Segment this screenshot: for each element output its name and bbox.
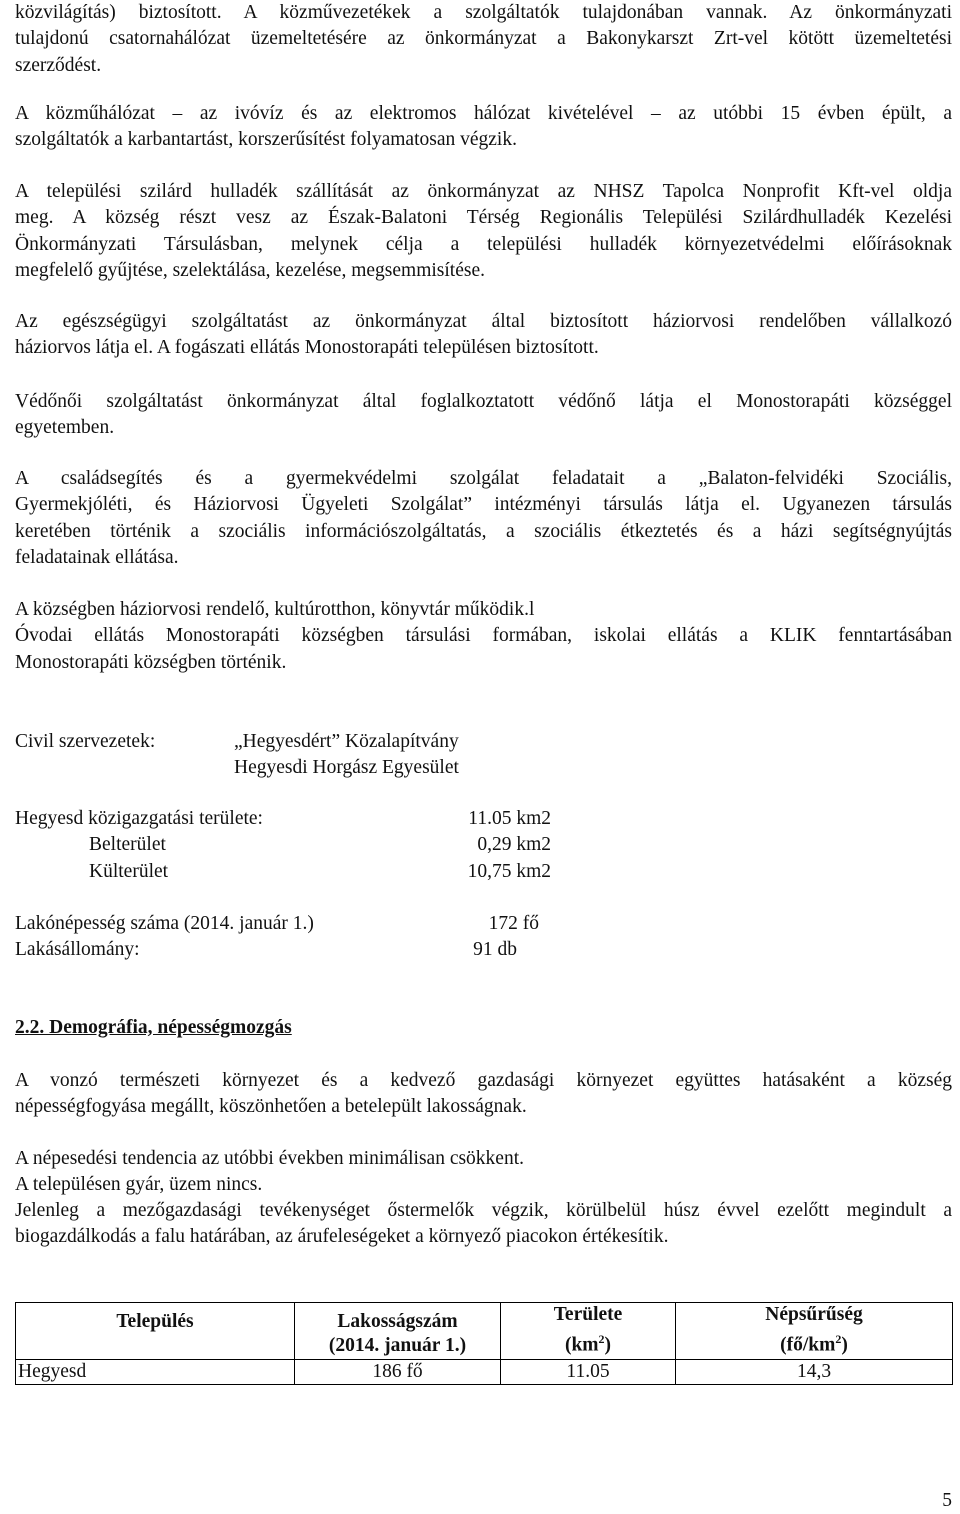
section-heading [15, 1015, 952, 1041]
table-header-cell [501, 1303, 676, 1360]
text-line: Védőnői szolgáltatást önkormányzat által foglalkoztatott védőnő látja el Monostorapáti községgel [15, 391, 952, 412]
text-line: szerződést. [15, 54, 102, 76]
text-line: A családsegítés és a gyermekvédelmi szolgálat feladatait a „Balaton-felvidéki Szociális, [15, 468, 952, 489]
paragraph-agriculture [15, 1198, 952, 1251]
text-line: szolgáltatók a karbantartást, korszerűsítést folyamatosan végzik. [15, 129, 517, 151]
table-cell: 14,3 [676, 1359, 953, 1384]
header-line: (fő/km [780, 1334, 836, 1356]
area-value-outer: 10,75 km2 [467, 860, 551, 882]
civil-item: „Hegyesdért” Közalapítvány [234, 731, 459, 752]
table-row [16, 1359, 953, 1384]
table-header-cell [295, 1303, 501, 1360]
paragraph-demography [15, 1068, 952, 1121]
text-line: Az egészségügyi szolgáltatást az önkormányzat által biztosított háziorvosi rendelőben vállalkozó [15, 311, 952, 332]
civil-organizations [15, 729, 952, 783]
population-value: 172 fő [488, 913, 539, 934]
section-title: 2.2. Demográfia, népességmozgás [15, 1017, 292, 1038]
paragraph-health [15, 309, 952, 362]
paragraph-institutions [15, 597, 952, 676]
paragraph-utilities [15, 0, 952, 79]
header-line: Település [116, 1310, 194, 1332]
header-line: (km [564, 1334, 599, 1356]
table-cell: 11.05 [501, 1359, 676, 1384]
text-line: Óvodai ellátás Monostorapáti községben társulási formában, iskolai ellátás a KLIK fenntartásában [15, 625, 952, 647]
text-line: Jelenleg a mezőgazdasági tevékenységet őstermelők végzik, körülbelül húsz évvel ezelőtt megindult a [15, 1200, 952, 1221]
header-tail: ) [841, 1334, 848, 1356]
header-sup: 2 [598, 1332, 605, 1346]
population-info [15, 911, 952, 965]
text-line: A községben háziorvosi rendelő, kultúrotthon, könyvtár működik.l [15, 599, 535, 620]
text-line: meg. A község részt vesz az Észak-Balatoni Térség Regionális Települési Szilárdhulladék Kezelési [15, 207, 952, 229]
text-line: háziorvos látja el. A fogászati ellátás Monostorapáti településen biztosított. [15, 337, 599, 359]
area-label-total: Hegyesd közigazgatási területe: [15, 808, 263, 829]
table-cell: Hegyesd [16, 1359, 295, 1384]
text-line: megfelelő gyűjtése, szelektálása, kezelése, megsemmisítése. [15, 260, 485, 282]
area-value-total: 11.05 km2 [468, 808, 551, 829]
civil-item: Hegyesdi Horgász Egyesület [234, 757, 459, 779]
text-line: feladatainak ellátása. [15, 547, 179, 569]
text-line: A vonzó természeti környezet és a kedvező gazdasági környezet együttes hatásaként a község [15, 1070, 952, 1091]
area-label-outer: Külterület [89, 860, 169, 882]
text-line: egyetemben. [15, 417, 115, 439]
table-header-cell [676, 1303, 953, 1360]
text-line: Monostorapáti községben történik. [15, 651, 287, 673]
paragraph-waste [15, 179, 952, 285]
text-line: közvilágítás) biztosított. A közművezetékek a szolgáltatók tulajdonában vannak. Az önkormányzati [15, 2, 952, 23]
text-line: A közműhálózat – az ivóvíz és az elektromos hálózat kivételével – az utóbbi 15 évben épült, a [15, 103, 952, 124]
text-line: Önkormányzati Társulásban, melynek célja a települési hulladék környezetvédelmi előírásoknak [15, 233, 952, 255]
area-value-inner: 0,29 km2 [477, 834, 551, 856]
table-cell: 186 fő [295, 1359, 501, 1384]
text-line: tulajdonú csatornahálózat üzemeltetésére az önkormányzat a Bakonykarszt Zrt-vel kötött üzemeltetési [15, 28, 952, 50]
text-line: biogazdálkodás a falu határában, az árufeleségeket a környező piacokon értékesítik. [15, 1226, 669, 1248]
civil-label: Civil szervezetek: [15, 731, 156, 752]
header-tail: ) [604, 1334, 612, 1356]
header-line: (2014. január 1.) [328, 1334, 467, 1356]
population-table [15, 1302, 953, 1385]
paragraph-network [15, 101, 952, 154]
header-line: Területe [553, 1304, 623, 1325]
table-header-row [16, 1303, 953, 1360]
page-number: 5 [942, 1490, 952, 1511]
paragraph-social [15, 466, 952, 572]
text-line: keretében történik a szociális információszolgáltatás, a szociális étkeztetés és a házi segítségnyújtás [15, 520, 952, 542]
header-line: Népsűrűség [765, 1304, 863, 1325]
housing-label: Lakásállomány: [15, 939, 140, 961]
text-line: Gyermekjóléti, és Háziorvosi Ügyeleti Szolgálat” intézményi társulás látja el. Ugyanezen társulás [15, 494, 952, 516]
text-line: A településen gyár, üzem nincs. [15, 1174, 263, 1196]
text-line: A települési szilárd hulladék szállítását az önkormányzat az NHSZ Tapolca Nonprofit Kft-vel oldja [15, 181, 952, 202]
table-header-cell [16, 1303, 295, 1360]
header-line: Lakosságszám [337, 1310, 458, 1332]
area-label-inner: Belterület [89, 834, 166, 856]
text-line: A népesedési tendencia az utóbbi években minimálisan csökkent. [15, 1148, 525, 1169]
housing-value: 91 db [473, 939, 517, 961]
text-line: népességfogyása megállt, köszönhetően a betelepült lakosságnak. [15, 1096, 527, 1118]
area-info [15, 806, 952, 886]
paragraph-trend [15, 1146, 952, 1199]
paragraph-nurse [15, 389, 952, 442]
population-label: Lakónépesség száma (2014. január 1.) [15, 913, 314, 934]
header-sup: 2 [835, 1332, 842, 1346]
